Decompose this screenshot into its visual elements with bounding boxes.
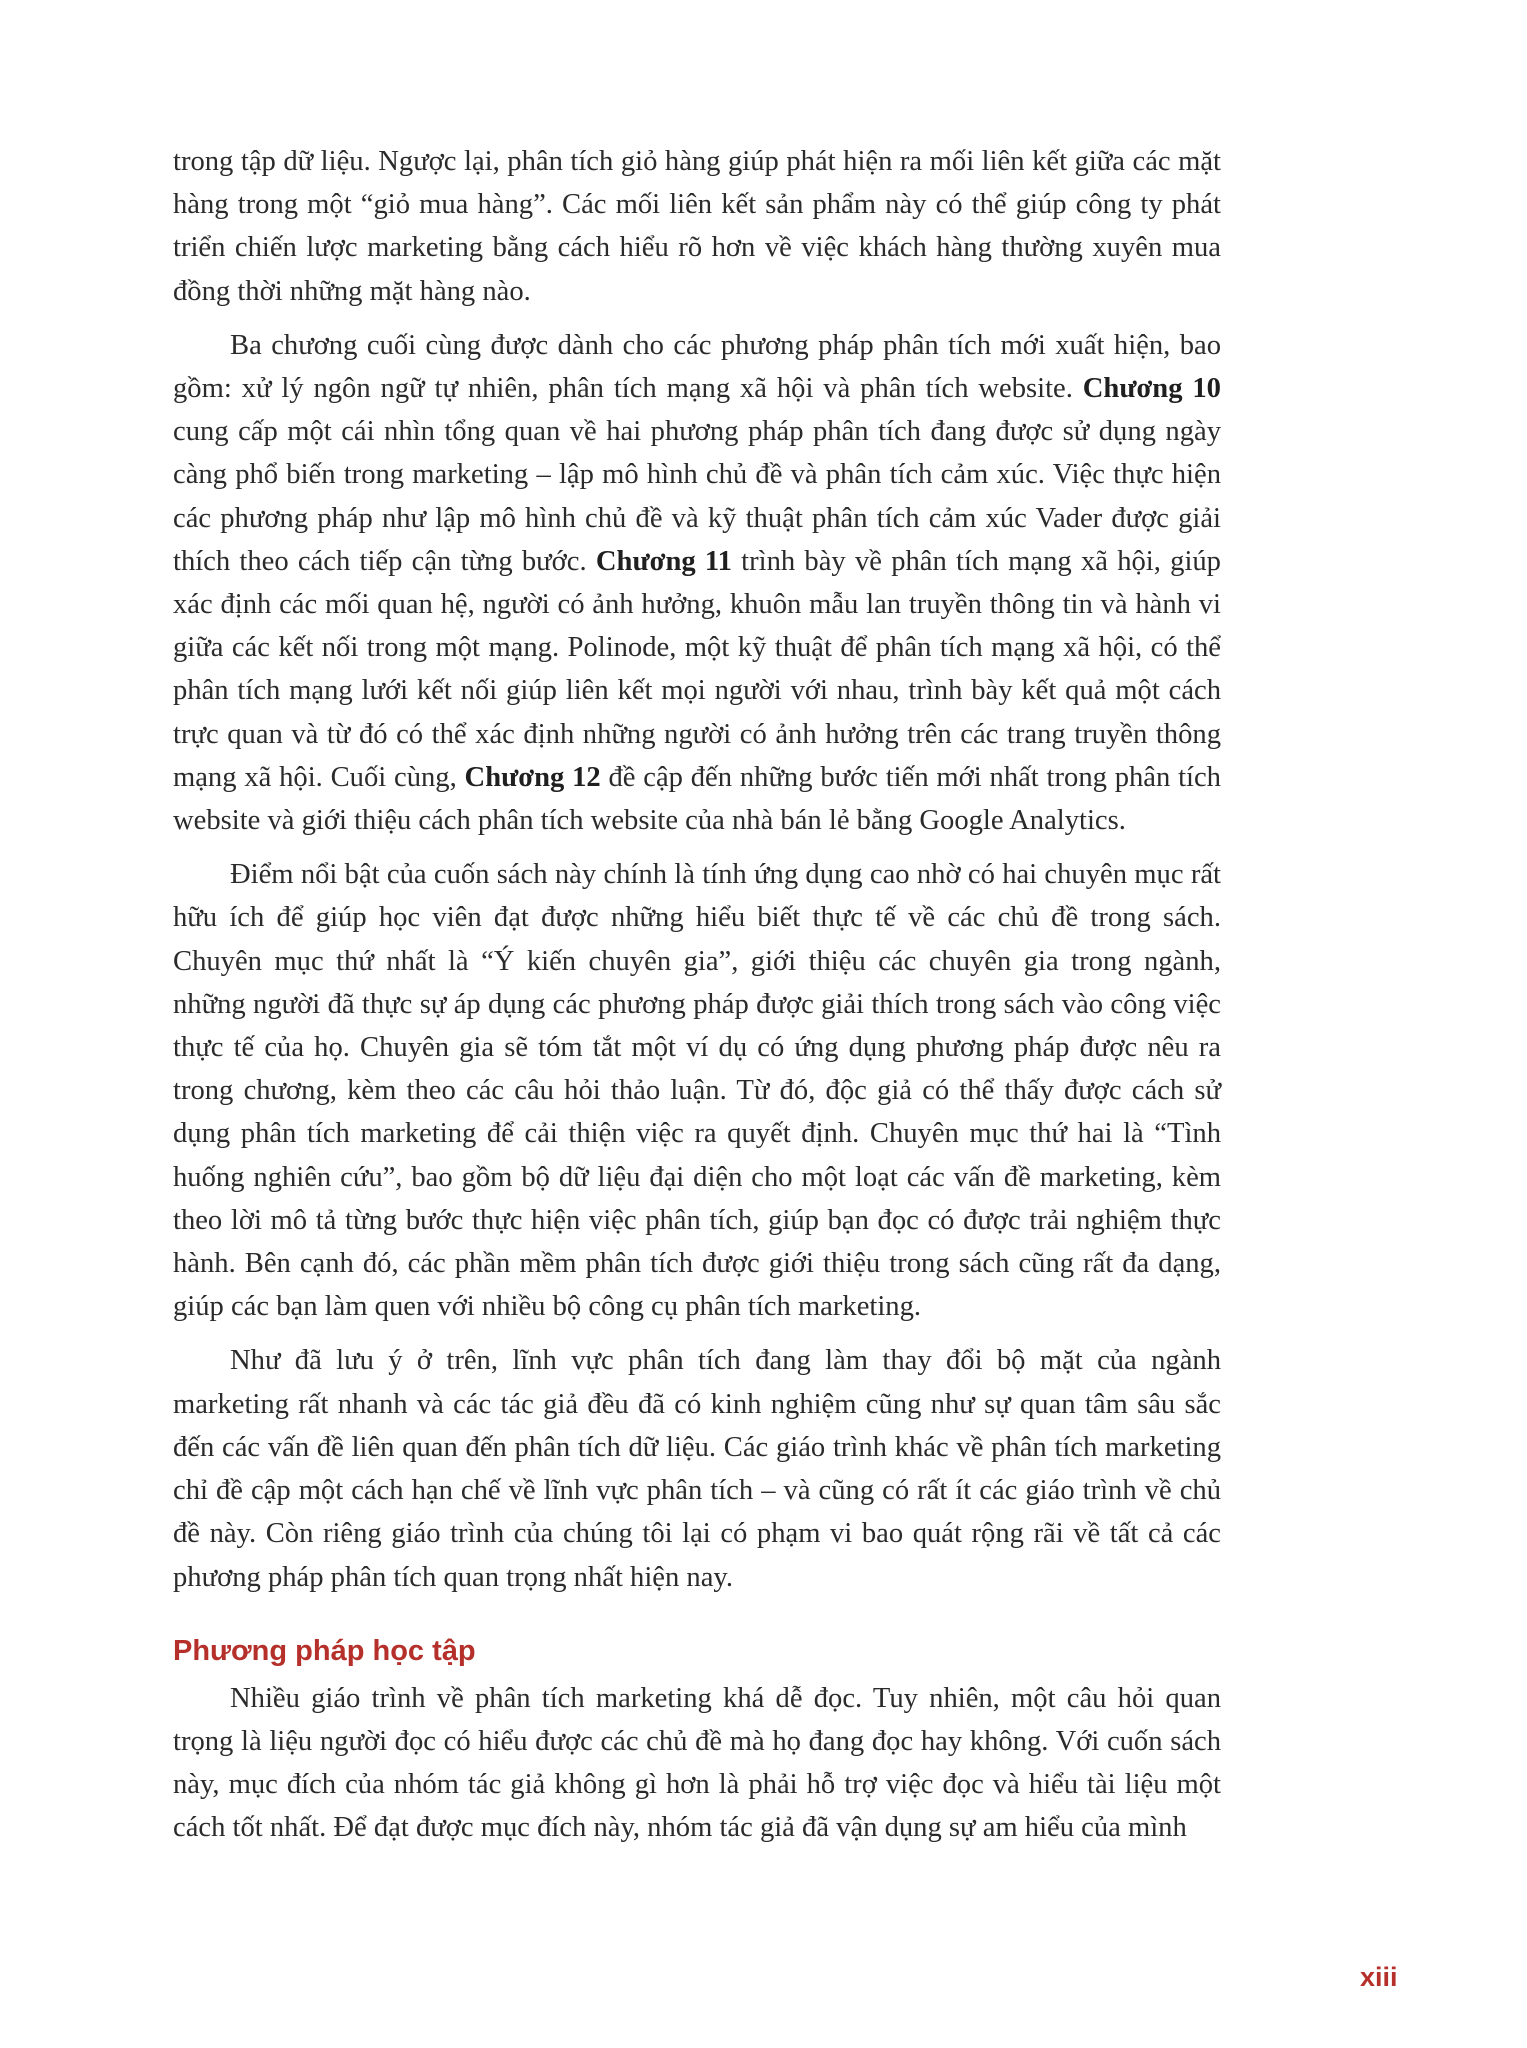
body-paragraph [173,324,1221,842]
paragraph-text: đề cập đến những bước tiến mới nhất trong phân tích website và giới thiệu cách phân tích website của nhà bán lẻ bằng Google Analytics. [173,761,1221,837]
body-paragraph [173,140,1221,313]
paragraph-text: Như đã lưu ý ở trên, lĩnh vực phân tích đang làm thay đổi bộ mặt của ngành marketing rất nhanh và các tác giả đều đã có kinh nghiệm cũng như sự quan tâm sâu sắc đến các vấn đề liên quan đến phân tích dữ liệu. Các giáo trình khác về phân tích marketing chỉ đề cập một cách hạn chế về lĩnh vực phân tích – và cũng có rất ít các giáo trình về chủ đề này. Còn riêng giáo trình của chúng tôi lại có phạm vi bao quát rộng rãi về tất cả các phương pháp phân tích quan trọng nhất hiện nay. [173,1345,1221,1593]
section-heading: Phương pháp học tập [173,1634,476,1667]
body-paragraphs [173,140,1221,1599]
paragraph-text: Điểm nổi bật của cuốn sách này chính là tính ứng dụng cao nhờ có hai chuyên mục rất hữu ích để giúp học viên đạt được những hiểu biết thực tế về các chủ đề trong sách. Chuyên mục thứ nhất là “Ý kiến chuyên gia”, giới thiệu các chuyên gia trong ngành, những người đã thực sự áp dụng các phương pháp được giải thích trong sách vào công việc thực tế của họ. Chuyên gia sẽ tóm tắt một ví dụ có ứng dụng phương pháp được nêu ra trong chương, kèm theo các câu hỏi thảo luận. Từ đó, độc giả có thể thấy được cách sử dụng phân tích marketing để cải thiện việc ra quyết định. Chuyên mục thứ hai là “Tình huống nghiên cứu”, bao gồm bộ dữ liệu đại diện cho một loạt các vấn đề marketing, kèm theo lời mô tả từng bước thực hiện việc phân tích, giúp bạn đọc có được trải nghiệm thực hành. Bên cạnh đó, các phần mềm phân tích được giới thiệu trong sách cũng rất đa dạng, giúp các bạn làm quen với nhiều bộ công cụ phân tích marketing. [173,859,1221,1323]
paragraph-text: Ba chương cuối cùng được dành cho các phương pháp phân tích mới xuất hiện, bao gồm: xử lý ngôn ngữ tự nhiên, phân tích mạng xã hội và phân tích website. [173,329,1221,405]
page-number: xiii [1360,1962,1398,1992]
chapter-reference: Chương 11 [595,545,732,577]
chapter-reference: Chương 12 [464,761,601,793]
chapter-reference: Chương 10 [1082,373,1221,405]
body-paragraph [173,1339,1221,1598]
page-content [173,140,1221,1861]
body-paragraph [173,853,1221,1328]
paragraph-text: cung cấp một cái nhìn tổng quan về hai phương pháp phân tích đang được sử dụng ngày càng phổ biến trong marketing – lập mô hình chủ đề và phân tích cảm xúc. Việc thực hiện các phương pháp như lập mô hình chủ đề và kỹ thuật phân tích cảm xúc Vader được giải thích theo cách tiếp cận từng bước. [173,416,1221,577]
paragraph-text: trong tập dữ liệu. Ngược lại, phân tích giỏ hàng giúp phát hiện ra mối liên kết giữa các mặt hàng trong một “giỏ mua hàng”. Các mối liên kết sản phẩm này có thể giúp công ty phát triển chiến lược marketing bằng cách hiểu rõ hơn về việc khách hàng thường xuyên mua đồng thời những mặt hàng nào. [173,146,1221,307]
paragraph-text: trình bày về phân tích mạng xã hội, giúp xác định các mối quan hệ, người có ảnh hưởng, khuôn mẫu lan truyền thông tin và hành vi giữa các kết nối trong một mạng. Polinode, một kỹ thuật để phân tích mạng xã hội, có thể phân tích mạng lưới kết nối giúp liên kết mọi người với nhau, trình bày kết quả một cách trực quan và từ đó có thể xác định những người có ảnh hưởng trên các trang truyền thông mạng xã hội. Cuối cùng, [173,545,1221,793]
paragraph-text: Nhiều giáo trình về phân tích marketing khá dễ đọc. Tuy nhiên, một câu hỏi quan trọng là liệu người đọc có hiểu được các chủ đề mà họ đang đọc hay không. Với cuốn sách này, mục đích của nhóm tác giả không gì hơn là phải hỗ trợ việc đọc và hiểu tài liệu một cách tốt nhất. Để đạt được mục đích này, nhóm tác giả đã vận dụng sự am hiểu của mình [173,1682,1221,1844]
section-paragraphs [173,1677,1221,1850]
body-paragraph [173,1677,1221,1850]
